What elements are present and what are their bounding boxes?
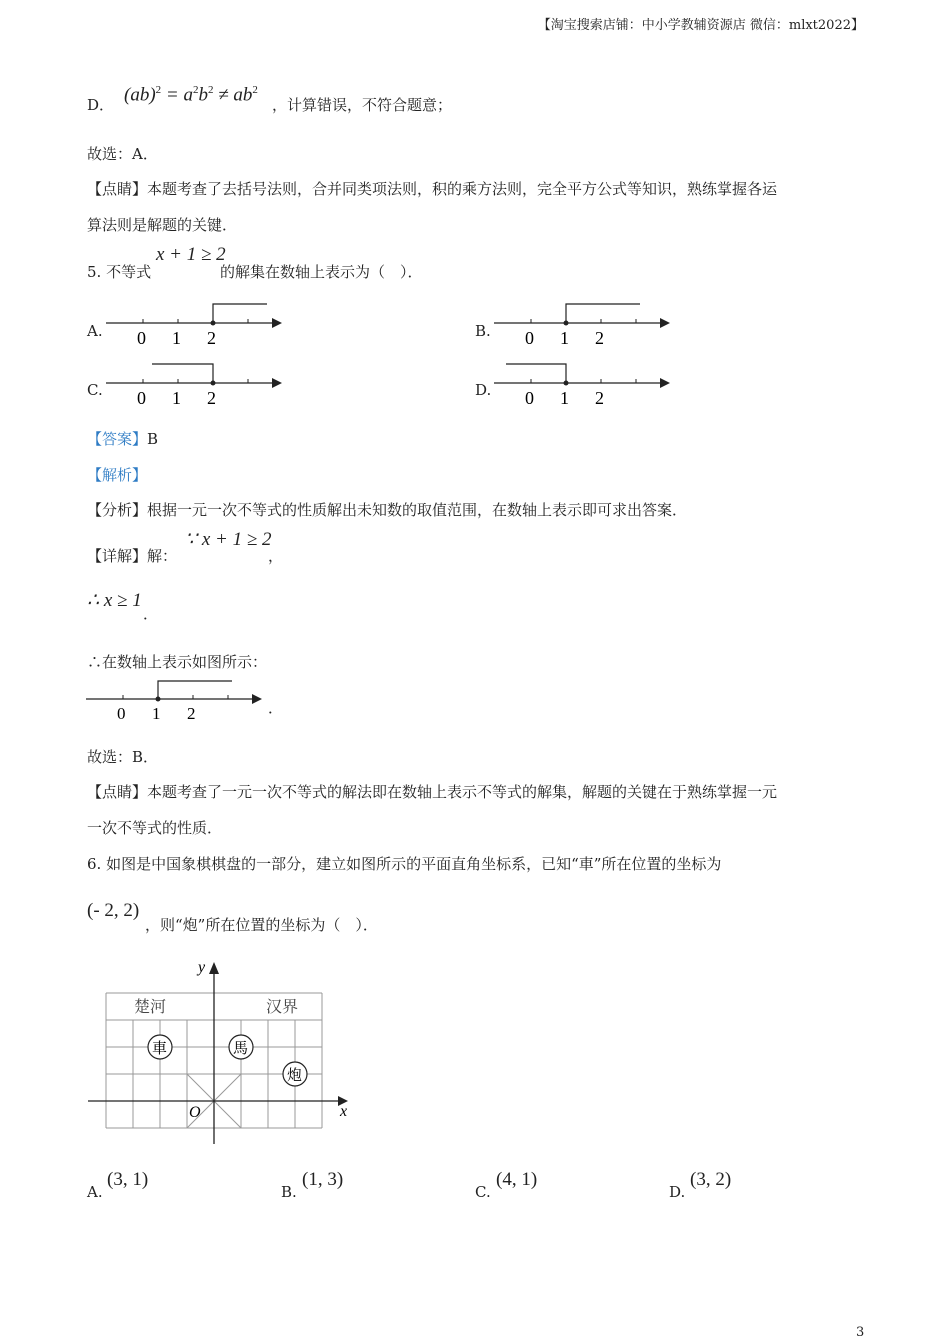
piece-che-text: 車 [152,1041,168,1057]
axis-y-label: y [198,959,206,976]
expr-exp: 2 [155,84,162,96]
q6-option-c-value: (4, 1) [496,1169,538,1190]
tick-label: 0 [117,704,126,723]
q5-option-c-numberline [104,360,284,410]
q6-chess-board [84,956,364,1151]
q5-therefore-dot: ． [143,605,159,623]
solid-dot [156,697,161,702]
q5-stem-prefix: 5. 不等式 [87,263,152,281]
q5-comment-1: 【点睛】本题考查了一元一次不等式的解法即在数轴上表示不等式的解集，解题的关键在于熟练掌握一元 [87,783,778,801]
answer-value: B [147,430,159,448]
page-number: 3 [856,1325,865,1340]
expr-sq-1: 2 [192,84,199,96]
q6-option-d-value: (3, 2) [690,1169,732,1190]
q5-option-c-label: C. [87,381,103,399]
q5-solution-numberline [84,676,264,726]
q6-option-b-value: (1, 3) [302,1169,344,1190]
q5-analysis-tag: 【解析】 [87,466,148,484]
q5-analysis: 【分析】根据一元一次不等式的性质解出未知数的取值范围，在数轴上表示即可求出答案． [87,501,688,519]
tick-label: 2 [595,388,604,408]
q5-option-d-numberline [492,360,672,410]
piece-pao-text: 炮 [287,1068,303,1084]
q5-figure-dot: ． [268,699,284,717]
expr-c: ≠ ab [213,84,253,106]
q5-detail-prefix: 【详解】解： [87,547,178,565]
q5-comment-2: 一次不等式的性质． [87,819,223,837]
tick-label: 2 [595,328,604,348]
arrow-icon [252,694,262,704]
tick-label: 1 [560,328,569,348]
q5-therefore-math: ∴ x ≥ 1 [87,590,142,611]
q5-stem-math: x + 1 ≥ 2 [156,244,226,265]
q5-detail-comma: ， [268,547,284,565]
q5-stem-suffix: 的解集在数轴上表示为（ ）． [220,263,423,281]
q5-answer [87,428,158,449]
q5-shown: ∴在数轴上表示如图所示： [87,653,268,671]
tick-label: 1 [560,388,569,408]
option-d-label: D． [87,96,115,114]
arrow-icon [660,378,670,388]
expr-sq-3: 2 [252,84,258,96]
q6-option-b-label: B. [281,1183,297,1201]
expr-base: (ab) [124,84,156,106]
tick-label: 0 [525,388,534,408]
prev-comment-2: 算法则是解题的关键． [87,216,238,234]
page-header: 【淘宝搜索店铺：中小学教辅资源店 微信：mlxt2022】 [537,18,864,33]
tick-label: 1 [172,388,181,408]
prev-comment-1: 【点睛】本题考查了去括号法则，合并同类项法则，积的乘方法则，完全平方公式等知识，熟练掌握各运 [87,180,778,198]
solid-dot [211,321,216,326]
tick-label: 0 [137,388,146,408]
q6-stem-2: ，则“炮”所在位置的坐标为（ ）． [145,916,378,934]
origin-label: O [189,1104,201,1121]
option-d-expression [124,84,258,106]
solid-dot [211,381,216,386]
q5-choose: 故选：B． [87,748,159,766]
solid-dot [564,381,569,386]
solid-dot [564,321,569,326]
q6-option-c-label: C. [475,1183,491,1201]
q6-option-d-label: D. [669,1183,686,1201]
arrow-icon [272,378,282,388]
q5-detail-math: ∵ x + 1 ≥ 2 [185,529,272,550]
q5-option-b-label: B. [475,322,491,340]
expr-sq-2: 2 [207,84,214,96]
tick-label: 1 [152,704,161,723]
q5-option-d-label: D. [475,381,492,399]
q5-option-b-numberline [492,300,672,350]
q6-option-a-label: A. [87,1183,103,1201]
tick-label: 2 [207,388,216,408]
answer-tag: 【答案】 [87,430,148,448]
prev-choose: 故选：A． [87,145,158,163]
option-d-tail: ，计算错误，不符合题意； [272,96,453,114]
q5-option-a-numberline [104,300,284,350]
q6-option-a-value: (3, 1) [107,1169,149,1190]
tick-label: 0 [525,328,534,348]
q6-stem-math: (- 2, 2) [87,900,140,921]
q6-stem-1: 6. 如图是中国象棋棋盘的一部分，建立如图所示的平面直角坐标系，已知“車”所在位置的坐标为 [87,855,722,873]
axis-x-label: x [340,1103,348,1120]
piece-ma-text: 馬 [233,1041,249,1057]
tick-label: 2 [207,328,216,348]
river-right-text: 汉界 [266,999,299,1016]
expr-a: = a [165,84,193,106]
expr-b: b [198,84,208,106]
arrow-icon [272,318,282,328]
q5-option-a-label: A. [87,322,103,340]
y-axis-arrow-icon [209,962,219,974]
tick-label: 0 [137,328,146,348]
arrow-icon [660,318,670,328]
river-left-text: 楚河 [134,999,167,1016]
tick-label: 1 [172,328,181,348]
tick-label: 2 [187,704,196,723]
